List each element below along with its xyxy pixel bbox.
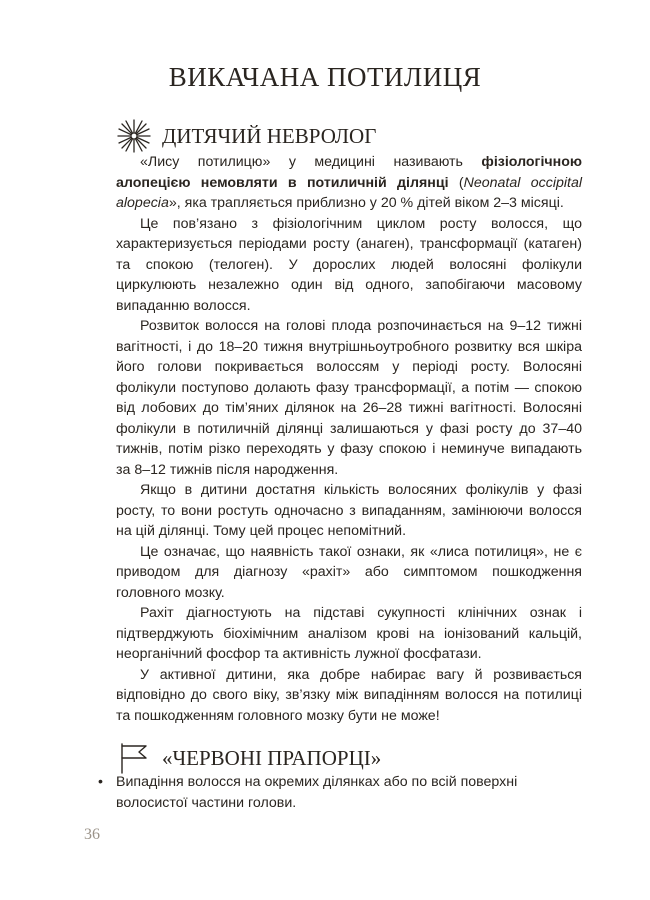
section-heading-label: ДИТЯЧИЙ НЕВРОЛОГ bbox=[162, 123, 377, 148]
page-title: ВИКАЧАНА ПОТИЛИЦЯ bbox=[168, 62, 482, 92]
flag-icon bbox=[116, 740, 152, 776]
paragraph: Рахіт діагностують на підставі сукупності клінічних ознак і підтверджують біохімічним аналізом крові на іонізований кальцій, неорганічний фосфор та активність лужної фосфатази. bbox=[116, 605, 582, 662]
paragraph: Якщо в дитини достатня кількість волосяних фолікулів у фазі росту, то вони ростуть одночасно з випаданням, замінюючи волосся на цій ділянці. Тому цей процес непомітний. bbox=[116, 482, 582, 539]
list-item bbox=[96, 772, 582, 813]
section-heading-neurologist bbox=[116, 118, 376, 154]
star-burst-icon bbox=[116, 118, 152, 154]
paragraph: Розвиток волосся на голові плода розпочинається на 9–12 тижні вагітності, і до 18–20 тижня внутрішньоутробного розвитку вся шкіра його голови покривається волоссям у періоді росту. Волосяні фолікули поступово долають фазу трансформації, а потім — спокою від лобових до тім’яних ділянок на 26–28 тижні вагітності. Волосяні фолікули в потиличній ділянці залишаються у фазі росту до 37–40 тижнів, потім різко переходять у фазу спокою і неминуче випадають за 8–12 тижнів після народження. bbox=[116, 318, 582, 478]
bullet-marker: • bbox=[98, 774, 103, 790]
paragraph: Це пов’язано з фізіологічним циклом росту волосся, що характеризується періодами росту (анаген), трансформації (катаген) та спокою (телоген). У дорослих людей волосяні фолікули циркулюють незалежно один від одного, запобігаючи масовому випаданню волосся. bbox=[116, 215, 582, 314]
section-heading-red-flags bbox=[116, 740, 381, 776]
paragraph: «Лису потилицю» у медицині називають фізіологічною алопецією немовляти в потиличній ділянці (Neonatal occipital alopecia», яка трапляється приблизно у 20 % дітей віком 2–3 місяці. bbox=[116, 154, 583, 211]
paragraph: У активної дитини, яка добре набирає вагу й розвивається відповідно до свого віку, зв’язку між випадінням волосся на потилиці та пошкодженням головного мозку бути не може! bbox=[116, 666, 582, 724]
section-heading-label: «ЧЕРВОНІ ПРАПОРЦІ» bbox=[162, 745, 382, 770]
list-item-text: Випадіння волосся на окремих ділянках або по всій поверхні волосистої частини голови. bbox=[116, 774, 518, 811]
page-number: 36 bbox=[84, 826, 100, 843]
red-flags-list bbox=[96, 772, 582, 813]
paragraph: Це означає, що наявність такої ознаки, як «лиса потилиця», не є приводом для діагнозу «рахіт» або симптомом пошкодження головного мозку. bbox=[116, 543, 582, 601]
section1-body bbox=[116, 152, 582, 726]
